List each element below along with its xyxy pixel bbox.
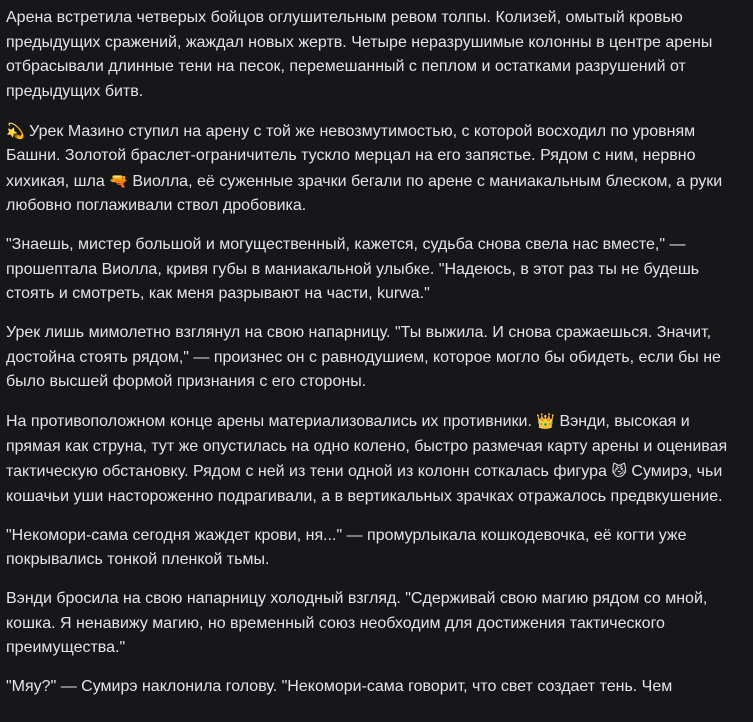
paragraph-1: Арена встретила четверых бойцов оглушительным ревом толпы. Колизей, омытый кровью предыдущих сражений, жаждал новых жертв. Четыре неразрушимые колонны в центре арены отбрасывали длинные тени на песок, перемешанный с пеплом и остатками разрушений от предыдущих битв. [6,9,713,100]
paragraph-7: Вэнди бросила на свою напарницу холодный взгляд. "Сдерживай свою магию рядом со мной, кошка. Я ненавижу магию, но временный союз необходим для достижения тактического преимущества." [6,590,708,656]
paragraph-2-text-a: Урек Мазино ступил на арену с той же невозмутимостью, с которой восходил по уровням Башни. Золотой браслет-ограничитель тускло мерцал на его запястье. Рядом с ним, нервно хихикая, шла [6,122,696,190]
cat-face-icon: 😼 [611,462,627,480]
paragraph-5-text-a: На противоположном конце арены материализовались их противники. [6,413,537,430]
paragraph-5-text-b: Вэнди, высокая и прямая как струна, тут же опустилась на одно колено, быстро размечая карту арены и оценивая тактическую обстановку. Рядом с ней из тени одной из колонн соткалась фигура [6,413,728,480]
paragraph-6: "Некомори-сама сегодня жаждет крови, ня..." — промурлыкала кошкодевочка, её когти уже покрывались тонкой пленкой тьмы. [6,526,687,568]
paragraph-2-text-b: Виолла, её суженные зрачки бегали по арене с маниакальным блеском, а руки любовно поглаживали ствол дробовика. [6,172,723,214]
crown-icon: 👑 [536,412,556,430]
paragraph-8: "Мяу?" — Сумирэ наклонила голову. "Некомори-сама говорит, что свет создает тень. Чем [6,678,673,695]
paragraph-3: "Знаешь, мистер большой и могущественный, кажется, судьба снова свела нас вместе," — прошептала Виолла, кривя губы в маниакальной улыбке. "Надеюсь, в этот раз ты не будешь стоять и смотреть, как меня разрывают на части, kurwa." [6,236,700,302]
paragraph-5-text-c: Сумирэ, чьи кошачьи уши настороженно подрагивали, а в вертикальных зрачках отражалось предвкушение. [6,463,723,505]
paragraph-5 [6,409,746,509]
dizzy-star-icon: 💫 [6,121,25,140]
paragraph-4: Урек лишь мимолетно взглянул на свою напарницу. "Ты выжила. И снова сражаешься. Значит, достойна стоять рядом," — произнес он с равнодушием, которое могло бы обидеть, если бы не было высшей формой признания с его стороны. [6,324,721,390]
story-text [6,6,746,714]
pistol-icon: 🔫 [109,171,128,190]
paragraph-2 [6,119,746,219]
